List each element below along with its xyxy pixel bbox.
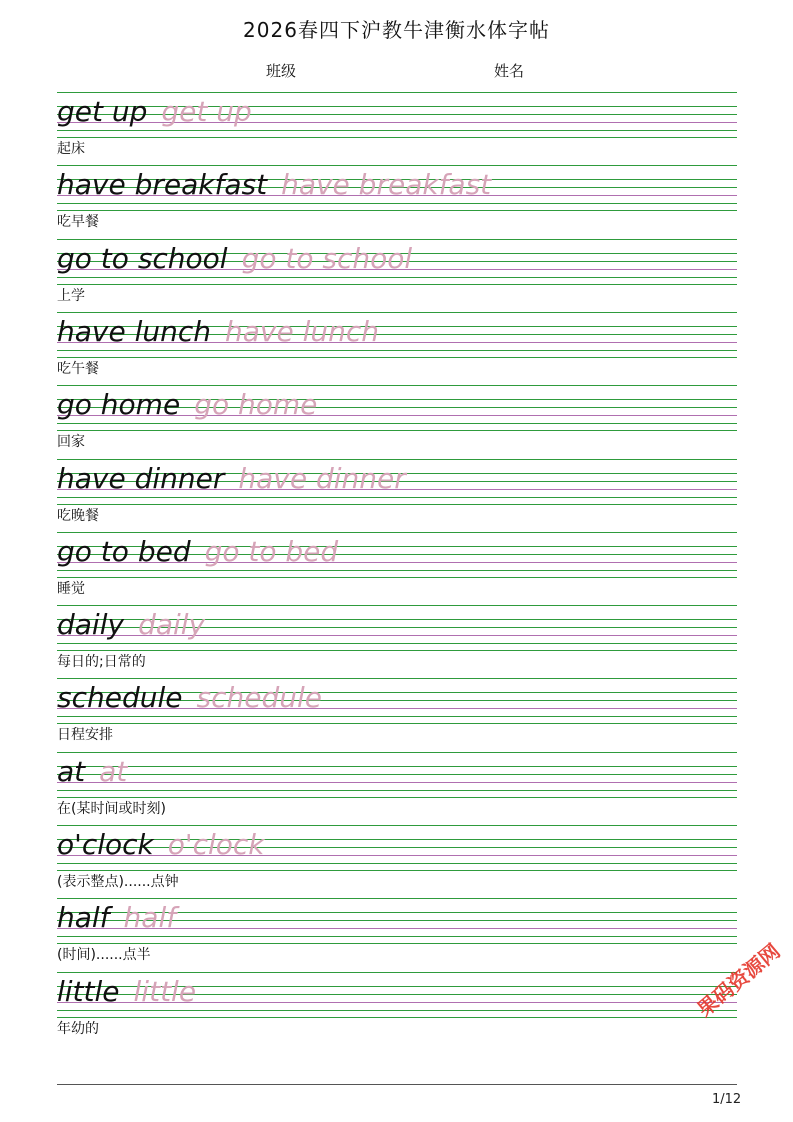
guide-line bbox=[57, 723, 737, 724]
vocab-word: o'clock bbox=[57, 828, 154, 861]
guide-line bbox=[57, 774, 737, 775]
guide-line bbox=[57, 130, 737, 131]
vocab-word: schedule bbox=[57, 681, 183, 715]
word-line bbox=[57, 680, 322, 716]
word-line bbox=[57, 461, 406, 497]
name-label: 姓名 bbox=[494, 62, 525, 80]
copybook-row bbox=[0, 825, 793, 899]
copybook-row bbox=[0, 972, 793, 1046]
word-line bbox=[57, 534, 338, 570]
guide-line bbox=[57, 385, 737, 386]
guide-line bbox=[57, 972, 737, 973]
guide-line bbox=[57, 532, 737, 533]
vocab-word: little bbox=[57, 974, 120, 1008]
vocab-trace: o'clock bbox=[167, 828, 265, 861]
vocab-trace: go home bbox=[194, 388, 318, 422]
guide-line bbox=[57, 312, 737, 313]
copybook-row bbox=[0, 898, 793, 972]
vocab-meaning: 吃午餐 bbox=[57, 360, 99, 377]
vocab-word: half bbox=[57, 901, 110, 935]
guide-line bbox=[57, 92, 737, 93]
guide-line bbox=[57, 650, 737, 651]
word-line bbox=[57, 827, 265, 863]
vocab-trace: little bbox=[133, 974, 197, 1008]
copybook-row bbox=[0, 752, 793, 826]
guide-line bbox=[57, 284, 737, 285]
vocab-word: go home bbox=[57, 388, 181, 422]
guide-line bbox=[57, 504, 737, 505]
guide-line bbox=[57, 766, 737, 767]
guide-line bbox=[57, 678, 737, 679]
vocab-meaning: 上学 bbox=[57, 287, 85, 304]
guide-line bbox=[57, 943, 737, 944]
guide-line bbox=[57, 277, 737, 278]
vocab-word: have breakfast bbox=[57, 168, 268, 202]
baseline-guide bbox=[57, 782, 737, 783]
copybook-row bbox=[0, 385, 793, 459]
guide-line bbox=[57, 239, 737, 240]
vocab-trace: have dinner bbox=[238, 461, 406, 495]
word-line bbox=[57, 754, 127, 790]
watermark-stamp: 果码资源网 bbox=[692, 938, 785, 1022]
copybook-row bbox=[0, 678, 793, 752]
word-line bbox=[57, 314, 379, 350]
guide-line bbox=[57, 430, 737, 431]
vocab-trace: go to school bbox=[241, 241, 413, 275]
vocab-word: daily bbox=[57, 608, 125, 642]
vocab-word: go to school bbox=[57, 241, 228, 275]
vocab-meaning: 睡觉 bbox=[57, 580, 85, 597]
word-line bbox=[57, 607, 205, 643]
word-line bbox=[57, 94, 252, 130]
vocab-trace: schedule bbox=[196, 681, 322, 715]
guide-line bbox=[57, 577, 737, 578]
word-line bbox=[57, 974, 196, 1010]
vocab-meaning: 起床 bbox=[57, 141, 85, 157]
guide-line bbox=[57, 863, 737, 864]
vocab-meaning: 吃晚餐 bbox=[57, 507, 99, 524]
page-number: 1/12 bbox=[712, 1092, 742, 1107]
guide-line bbox=[57, 497, 737, 498]
guide-line bbox=[57, 752, 737, 753]
vocab-meaning: 日程安排 bbox=[57, 727, 113, 744]
guide-line bbox=[57, 350, 737, 351]
copybook-row bbox=[0, 312, 793, 386]
guide-line bbox=[57, 605, 737, 606]
class-label: 班级 bbox=[266, 62, 297, 80]
guide-line bbox=[57, 898, 737, 899]
vocab-meaning: 在(某时间或时刻) bbox=[57, 800, 166, 817]
copybook-row bbox=[0, 92, 793, 166]
word-line bbox=[57, 900, 176, 936]
vocab-trace: at bbox=[99, 754, 128, 788]
guide-line bbox=[57, 825, 737, 826]
vocab-trace: half bbox=[123, 901, 177, 935]
vocab-word: go to bed bbox=[57, 534, 191, 568]
vocab-trace: daily bbox=[138, 608, 206, 642]
word-line bbox=[57, 387, 317, 423]
vocab-trace: go to bed bbox=[204, 534, 339, 568]
copybook-row bbox=[0, 239, 793, 313]
footer-divider bbox=[57, 1084, 737, 1085]
vocab-word: have dinner bbox=[57, 461, 225, 495]
vocab-meaning: (时间)......点半 bbox=[57, 947, 151, 964]
guide-line bbox=[57, 459, 737, 460]
copybook-row bbox=[0, 605, 793, 679]
vocab-word: have lunch bbox=[57, 314, 212, 348]
guide-line bbox=[57, 1010, 737, 1011]
guide-line bbox=[57, 357, 737, 358]
vocab-meaning: 回家 bbox=[57, 434, 85, 451]
copybook-row bbox=[0, 532, 793, 606]
vocab-word: get up bbox=[57, 95, 148, 128]
guide-line bbox=[57, 210, 737, 211]
vocab-trace: have lunch bbox=[225, 314, 380, 348]
copybook-row bbox=[0, 459, 793, 533]
vocab-word: at bbox=[57, 754, 86, 788]
word-line bbox=[57, 241, 412, 277]
vocab-meaning: (表示整点)......点钟 bbox=[57, 874, 179, 890]
guide-line bbox=[57, 936, 737, 937]
vocab-trace: get up bbox=[161, 95, 252, 128]
guide-line bbox=[57, 137, 737, 138]
guide-line bbox=[57, 203, 737, 204]
guide-line bbox=[57, 716, 737, 717]
guide-line bbox=[57, 165, 737, 166]
guide-line bbox=[57, 570, 737, 571]
guide-line bbox=[57, 643, 737, 644]
vocab-meaning: 年幼的 bbox=[57, 1020, 99, 1037]
vocab-meaning: 每日的;日常的 bbox=[57, 654, 146, 671]
guide-line bbox=[57, 423, 737, 424]
vocab-trace: have breakfast bbox=[281, 168, 492, 202]
copybook-row bbox=[0, 165, 793, 239]
guide-line bbox=[57, 790, 737, 791]
guide-line bbox=[57, 1017, 737, 1018]
page-title: 2026春四下沪教牛津衡水体字帖 bbox=[243, 18, 550, 42]
word-line bbox=[57, 167, 491, 203]
vocab-meaning: 吃早餐 bbox=[57, 214, 99, 231]
